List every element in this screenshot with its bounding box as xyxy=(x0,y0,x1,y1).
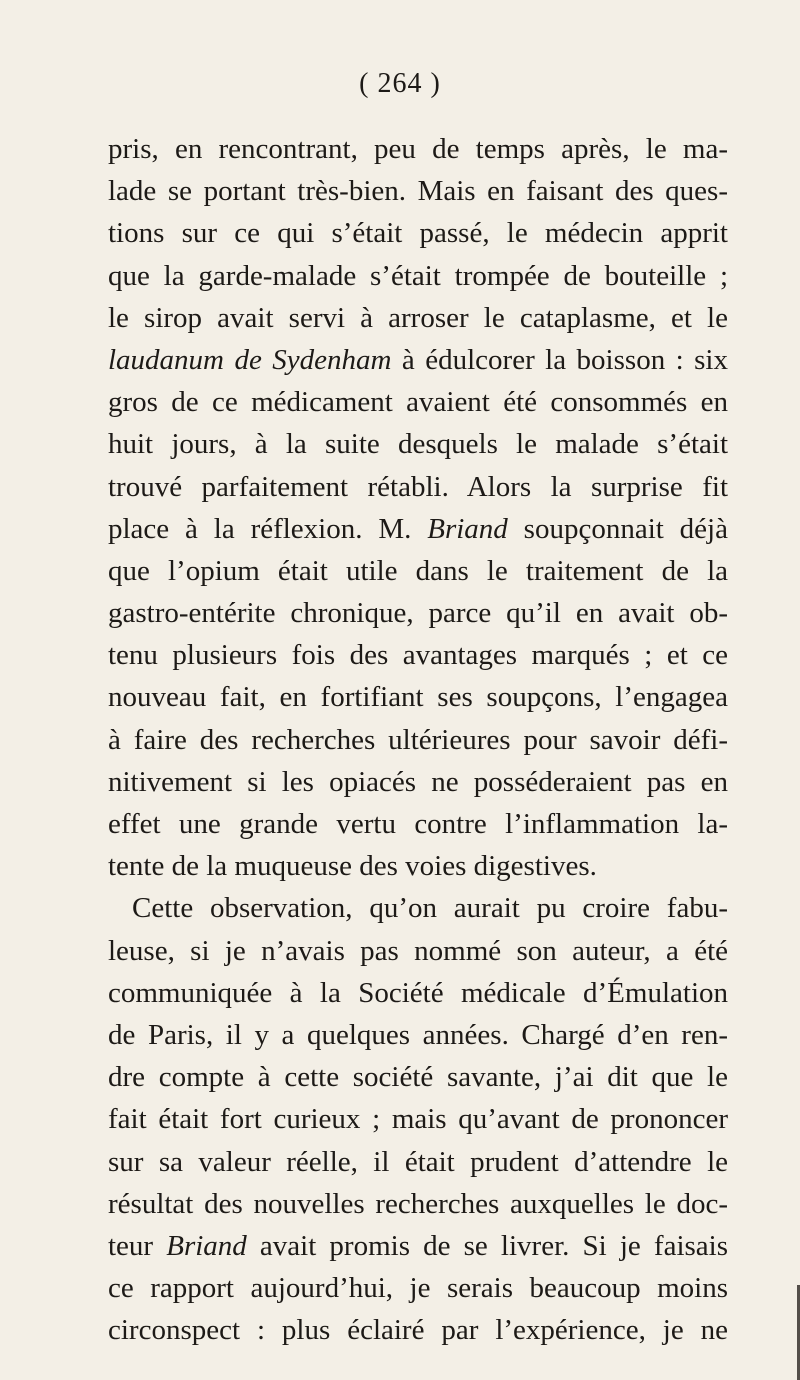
text-segment: ce rapport aujourd’hui, je serais beaucoup moins xyxy=(108,1272,728,1305)
body-text xyxy=(108,128,728,1351)
italic-text: Briand xyxy=(427,512,508,545)
text-segment: leuse, si je n’avais pas nommé son auteur, a été xyxy=(108,934,728,967)
text-line xyxy=(108,1098,728,1140)
text-line xyxy=(108,255,728,297)
text-line xyxy=(108,845,728,887)
text-line xyxy=(108,381,728,423)
text-line xyxy=(108,297,728,339)
text-line xyxy=(108,803,728,845)
text-line xyxy=(108,1225,728,1267)
text-segment: fait était fort curieux ; mais qu’avant de prononcer xyxy=(108,1103,728,1136)
text-line xyxy=(108,128,728,170)
text-segment: tente de la muqueuse des voies digestives. xyxy=(108,850,597,883)
text-line xyxy=(108,592,728,634)
text-line xyxy=(108,466,728,508)
text-line xyxy=(108,634,728,676)
text-segment: communiquée à la Société médicale d’Émulation xyxy=(108,976,728,1009)
text-line xyxy=(108,1267,728,1309)
text-line xyxy=(108,1183,728,1225)
text-segment: Cette observation, qu’on aurait pu croire fabu- xyxy=(132,892,728,925)
text-line xyxy=(108,339,728,381)
text-segment: effet une grande vertu contre l’inflammation la- xyxy=(108,808,728,840)
text-segment: teur xyxy=(108,1229,167,1262)
text-segment: dre compte à cette société savante, j’ai dit que le xyxy=(108,1061,728,1094)
text-line xyxy=(108,550,728,592)
text-segment: huit jours, à la suite desquels le malade s’était xyxy=(108,428,728,461)
text-line xyxy=(108,1141,728,1183)
text-segment: gros de ce médicament avaient été consommés en xyxy=(108,386,728,419)
text-segment: tions sur ce qui s’était passé, le médecin apprit xyxy=(108,217,728,250)
text-segment: que l’opium était utile dans le traitement de la xyxy=(108,554,728,587)
text-line xyxy=(108,423,728,465)
text-segment: lade se portant très-bien. Mais en faisant des ques- xyxy=(108,175,728,208)
text-segment: que la garde-malade s’était trompée de bouteille ; xyxy=(108,259,728,292)
text-segment: nitivement si les opiacés ne posséderaient pas en xyxy=(108,765,728,798)
text-line xyxy=(108,887,728,929)
text-line xyxy=(108,1014,728,1056)
text-segment: nouveau fait, en fortifiant ses soupçons, l’engagea xyxy=(108,681,728,714)
text-segment: pris, en rencontrant, peu de temps après, le ma- xyxy=(108,133,728,165)
text-segment: sur sa valeur réelle, il était prudent d’attendre le xyxy=(108,1145,728,1178)
text-segment: avait promis de se livrer. Si je faisais xyxy=(246,1229,729,1262)
text-segment: trouvé parfaitement rétabli. Alors la surprise fit xyxy=(108,470,728,503)
text-segment: à édulcorer la boisson : six xyxy=(391,343,728,376)
text-segment: le sirop avait servi à arroser le cataplasme, et le xyxy=(108,301,728,334)
text-segment: soupçonnait déjà xyxy=(507,512,728,545)
italic-text: laudanum de Sydenham xyxy=(108,343,392,376)
text-segment: résultat des nouvelles recherches auxquelles le doc- xyxy=(108,1187,728,1220)
text-line xyxy=(108,719,728,761)
text-segment: circonspect : plus éclairé par l’expérience, je ne xyxy=(108,1314,728,1347)
text-line xyxy=(108,930,728,972)
text-segment: à faire des recherches ultérieures pour savoir défi- xyxy=(108,723,728,756)
text-segment: tenu plusieurs fois des avantages marqués ; et ce xyxy=(108,639,728,672)
text-line xyxy=(108,1056,728,1098)
text-line xyxy=(108,676,728,718)
text-line xyxy=(108,972,728,1014)
text-line xyxy=(108,508,728,550)
italic-text: Briand xyxy=(166,1229,247,1262)
text-segment: gastro-entérite chronique, parce qu’il en avait ob- xyxy=(108,597,728,630)
text-segment: place à la réflexion. M. xyxy=(108,512,428,545)
text-line xyxy=(108,1309,728,1351)
text-line xyxy=(108,761,728,803)
text-segment: de Paris, il y a quelques années. Chargé d’en ren- xyxy=(108,1018,728,1051)
text-line xyxy=(108,170,728,212)
text-line xyxy=(108,212,728,254)
page-number: ( 264 ) xyxy=(359,68,441,99)
